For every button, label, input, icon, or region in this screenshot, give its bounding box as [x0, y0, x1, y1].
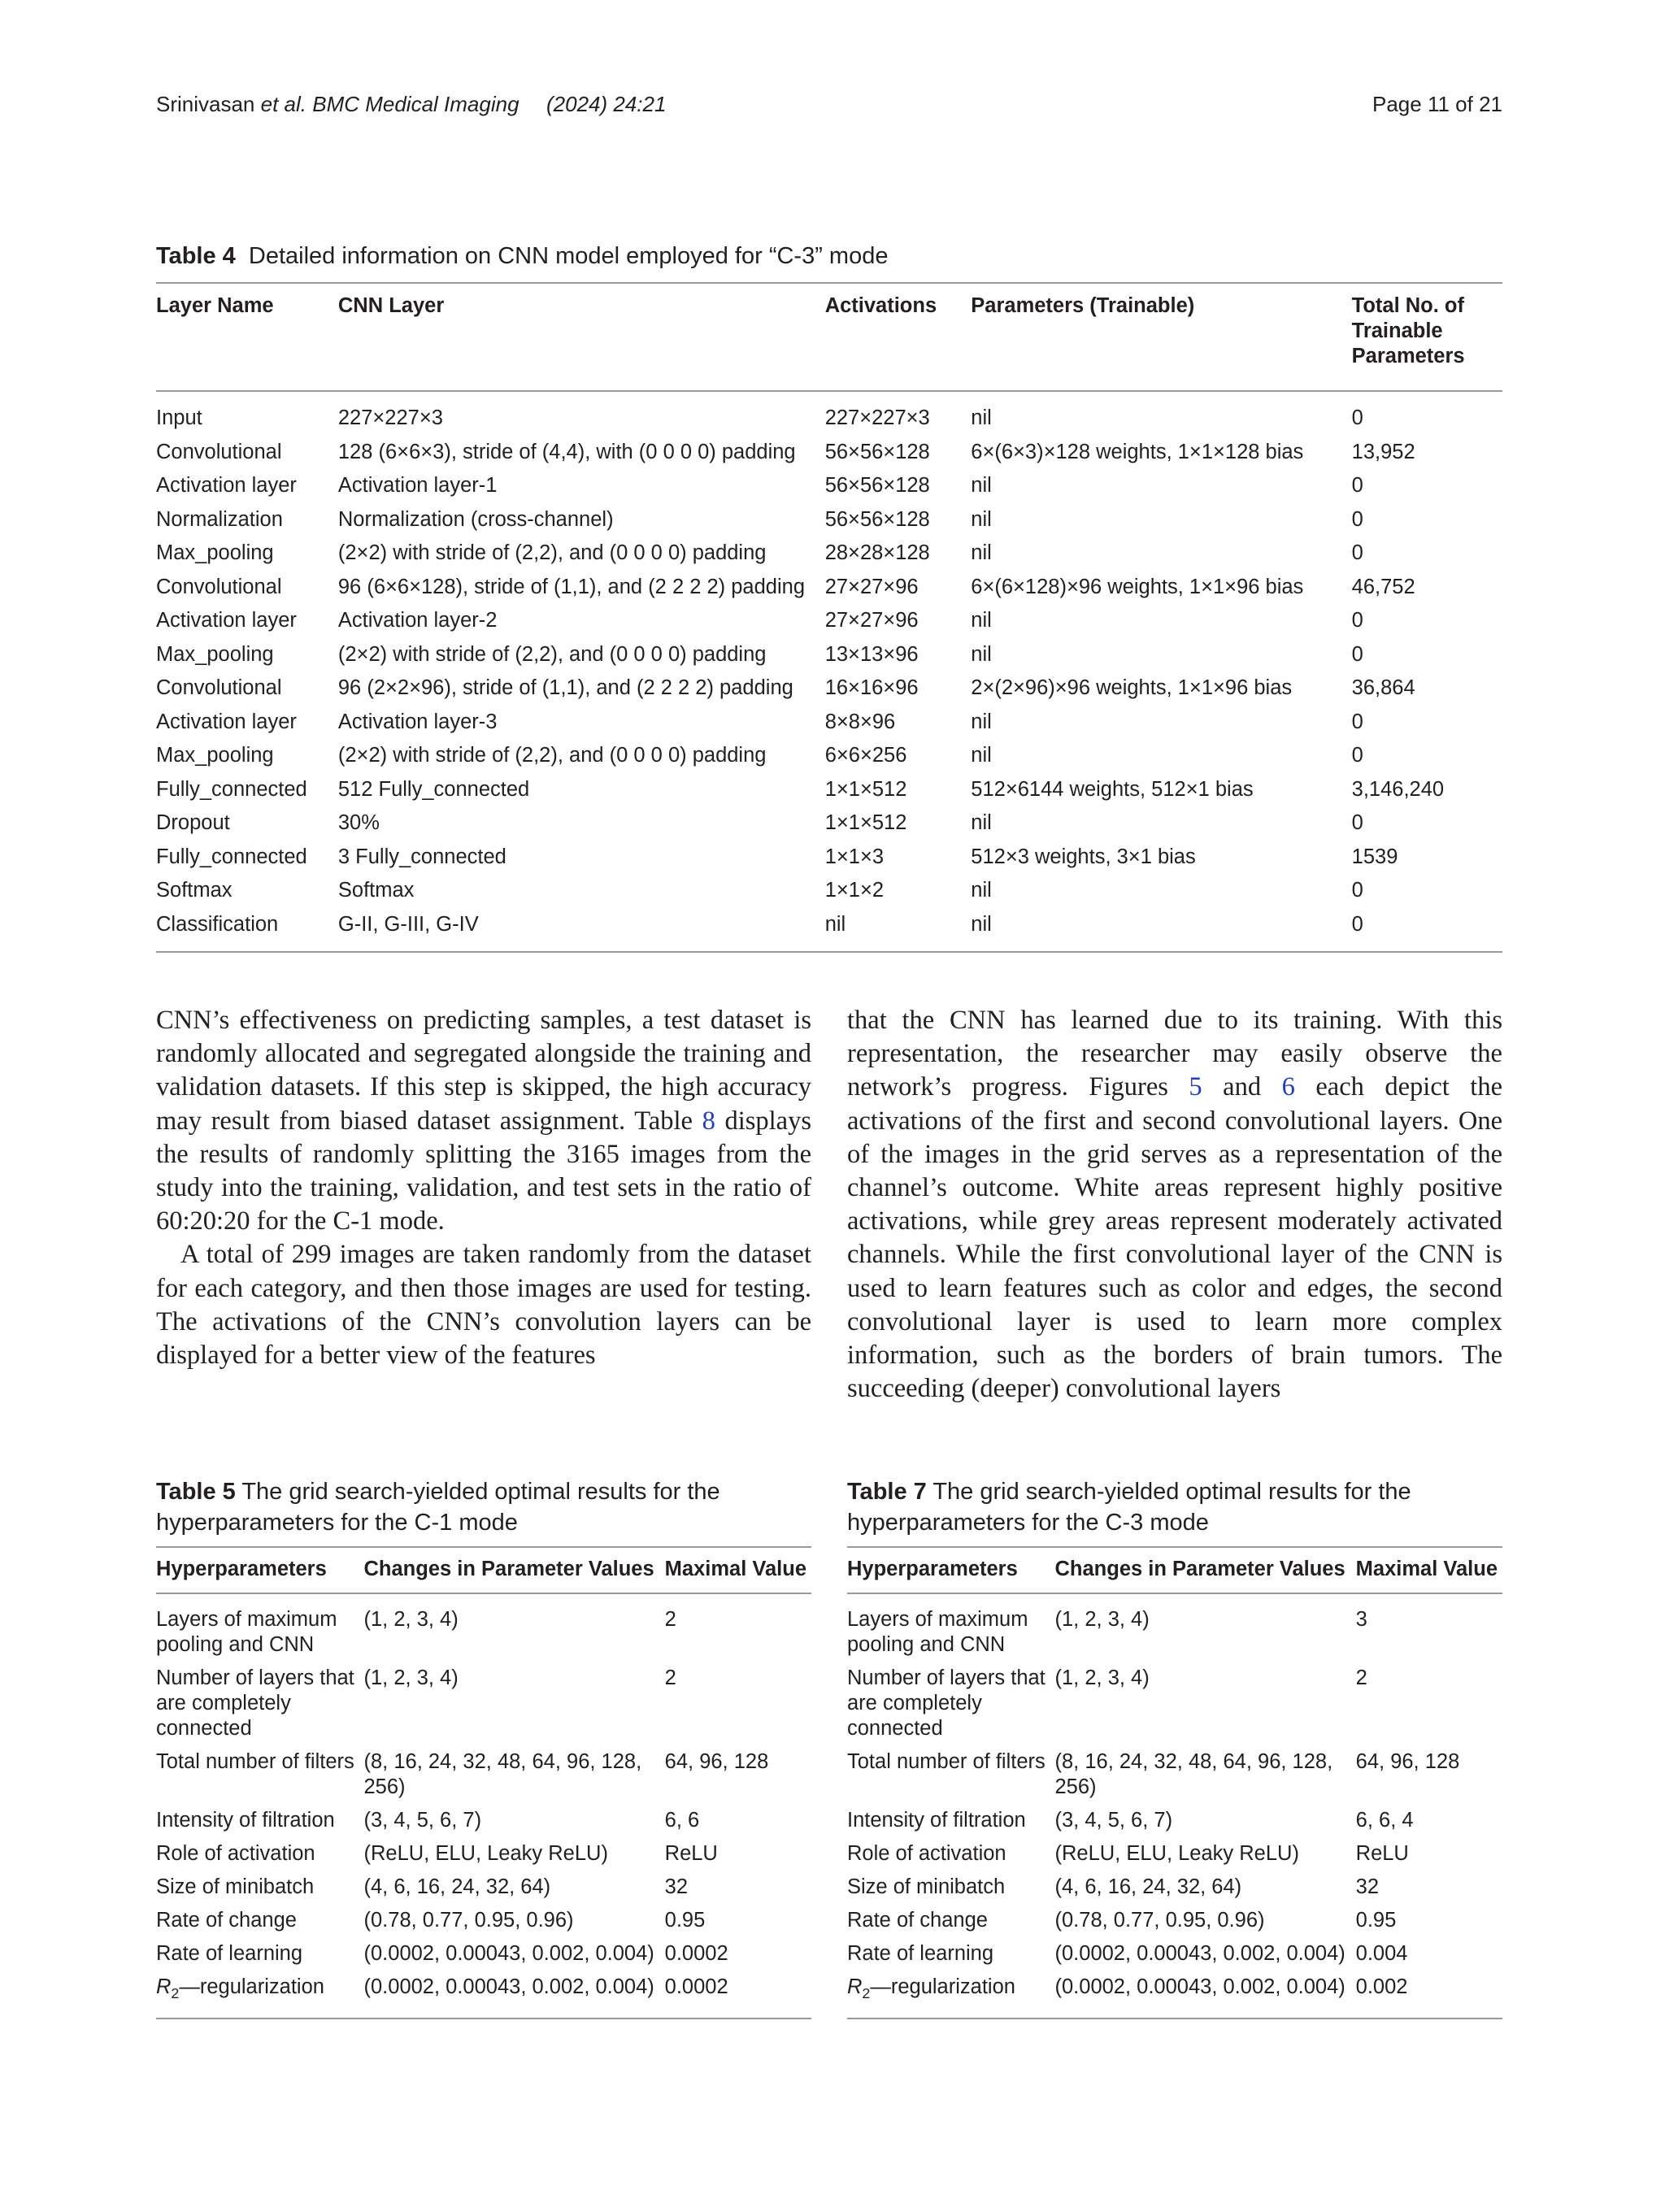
regularization-label: —regularization	[870, 1975, 1015, 1998]
table5-cell: (3, 4, 5, 6, 7)	[363, 1809, 482, 1832]
table5-cell: 2	[664, 1608, 676, 1631]
table4-cell: nil	[971, 642, 992, 666]
body-column-left	[156, 1004, 811, 1372]
body-text: and	[1202, 1072, 1282, 1102]
table7-cell: (0.78, 0.77, 0.95, 0.96)	[1054, 1909, 1265, 1932]
table4-cell: nil	[971, 710, 992, 733]
table5-cell: (8, 16, 24, 32, 48, 64, 96, 128, 256)	[363, 1750, 642, 1798]
table7-cell: Layers of maximum pooling and CNN	[847, 1608, 1028, 1656]
body-text: displays the results of randomly splitting the 3165 images from the study into the training, validation, and test sets in the ratio of 60:20:20 for the C-1 mode.	[156, 1106, 812, 1236]
table7-cell: Number of layers that are completely connected	[847, 1667, 1046, 1740]
body-text: CNN’s effectiveness on predicting samples, a test dataset is randomly allocated and segregated alongside the training and validation datasets. If this step is skipped, the high accuracy may result from biased dataset assignment. Table	[156, 1006, 811, 1136]
table7	[847, 1546, 1502, 2019]
body-paragraph: A total of 299 images are taken randomly from the dataset for each category, and then those images are used for testing. The activations of the CNN’s convolution layers can be displayed for a better view of the features	[156, 1240, 811, 1371]
table7-cell: ReLU	[1355, 1842, 1409, 1865]
table5-cell: 2	[664, 1667, 676, 1689]
table4-col-header: Parameters (Trainable)	[971, 294, 1195, 317]
regularization-label: —regularization	[179, 1975, 324, 1998]
table4-row	[156, 537, 1502, 571]
table5-label: Table 5	[156, 1479, 236, 1505]
table4-cell: 1539	[1351, 845, 1398, 868]
table4-cell: Max_pooling	[156, 744, 274, 767]
table4-cell: Activation layer	[156, 609, 297, 632]
journal-name: et al. BMC Medical Imaging	[260, 92, 519, 116]
table4-cell: nil	[971, 744, 992, 767]
table5-row	[156, 1666, 811, 1749]
table7-row	[847, 1841, 1502, 1875]
table5-cell: 0.0002	[664, 1975, 728, 1998]
table4-cell: Max_pooling	[156, 541, 274, 564]
table4-row	[156, 671, 1502, 706]
table4-cell: nil	[971, 507, 992, 531]
table7-col-header: Hyperparameters	[847, 1558, 1018, 1580]
table4-cell: nil	[971, 912, 992, 936]
table4-row	[156, 391, 1502, 436]
table4-cell: nil	[971, 541, 992, 564]
table4-cell: 13,952	[1351, 440, 1415, 463]
table5-row	[156, 1593, 811, 1666]
table5-cell: 6, 6	[664, 1809, 700, 1832]
table4-cell: 1×1×3	[824, 845, 885, 868]
table4-header-row	[156, 283, 1502, 391]
table4-row	[156, 604, 1502, 638]
table5-cell: (0.78, 0.77, 0.95, 0.96)	[363, 1909, 574, 1932]
table4-cell: 0	[1351, 406, 1363, 429]
table7-title: The grid search-yielded optimal results for the	[932, 1479, 1411, 1505]
table4-cell: 227×227×3	[824, 406, 930, 429]
table7-cell	[847, 1975, 1055, 2019]
table7-cell: 2	[1355, 1667, 1367, 1689]
table5-cell: 32	[664, 1875, 689, 1898]
table7-cell: 0.002	[1355, 1975, 1408, 1998]
table4-row	[156, 638, 1502, 672]
table4-col-header: CNN Layer	[337, 294, 445, 317]
table4-cell: Activation layer-3	[337, 710, 498, 733]
table4-cell: 36,864	[1351, 676, 1415, 699]
table7-cell: (4, 6, 16, 24, 32, 64)	[1054, 1875, 1242, 1898]
table4-cell: 1×1×512	[824, 811, 907, 834]
body-paragraph	[156, 1004, 811, 1238]
table4-cell: Convolutional	[156, 676, 282, 699]
table4-cell: G-II, G-III, G-IV	[337, 912, 479, 936]
table7-row	[847, 1975, 1502, 2019]
table7-col-header: Maximal Value	[1355, 1558, 1498, 1580]
regularization-subscript: 2	[171, 1985, 180, 2002]
author-name: Srinivasan	[156, 92, 255, 116]
table4-cell: 28×28×128	[824, 541, 930, 564]
table7-cell: 0.95	[1355, 1909, 1397, 1932]
table4-cell: nil	[971, 609, 992, 632]
table7-row	[847, 1908, 1502, 1941]
table7-cell: (0.0002, 0.00043, 0.002, 0.004)	[1054, 1975, 1345, 1998]
table4-col-header: Activations	[824, 294, 937, 317]
table4-cell: Normalization	[156, 507, 283, 531]
table4-cell: 0	[1351, 912, 1363, 936]
citation	[156, 88, 519, 120]
table4-row	[156, 436, 1502, 470]
table7-cell: Total number of filters	[847, 1750, 1046, 1773]
table4-cell: (2×2) with stride of (2,2), and (0 0 0 0) padding	[337, 744, 767, 767]
table4-caption	[156, 241, 1502, 272]
table7-cell: 64, 96, 128	[1355, 1750, 1460, 1773]
table4-row	[156, 874, 1502, 908]
regularization-subscript: 2	[862, 1985, 871, 2002]
table4-cell: nil	[971, 879, 992, 902]
table4-cell: 96 (2×2×96), stride of (1,1), and (2 2 2 2) padding	[337, 676, 793, 699]
table4-row	[156, 908, 1502, 953]
running-header	[156, 88, 1502, 120]
table4-cell: Activation layer	[156, 710, 297, 733]
table7-cell: Rate of change	[847, 1909, 988, 1932]
table4-cell: Classification	[156, 912, 279, 936]
table4-cell: nil	[971, 474, 992, 497]
table5	[156, 1546, 811, 2019]
table4-cell: 27×27×96	[824, 575, 919, 598]
regularization-symbol: R	[847, 1975, 863, 1998]
table5-row	[156, 1749, 811, 1808]
table7-col-header: Changes in Parameter Values	[1054, 1558, 1345, 1580]
regularization-symbol: R	[156, 1975, 172, 1998]
table4-cell: Softmax	[156, 879, 233, 902]
table7-cell: (3, 4, 5, 6, 7)	[1054, 1809, 1173, 1832]
table4-col-header: Layer Name	[156, 294, 274, 317]
table5-title: The grid search-yielded optimal results for the	[241, 1479, 720, 1505]
table5-row	[156, 1808, 811, 1841]
table5-cell: Role of activation	[156, 1842, 315, 1865]
table4-cell: nil	[971, 811, 992, 834]
table5-cell: (4, 6, 16, 24, 32, 64)	[363, 1875, 551, 1898]
table4-cell: 30%	[337, 811, 380, 834]
table5-row	[156, 1908, 811, 1941]
body-column-right	[847, 1004, 1502, 1406]
table7-row	[847, 1941, 1502, 1975]
table5-cell: (1, 2, 3, 4)	[363, 1667, 459, 1689]
table4-cell: 512 Fully_connected	[337, 777, 530, 801]
table4-cell: 512×3 weights, 3×1 bias	[971, 845, 1196, 868]
table4-cell: 0	[1351, 609, 1363, 632]
table4-cell: 0	[1351, 474, 1363, 497]
table4-cell: 6×(6×128)×96 weights, 1×1×96 bias	[971, 575, 1304, 598]
table5-cell: (0.0002, 0.00043, 0.002, 0.004)	[363, 1975, 654, 1998]
table4-row	[156, 841, 1502, 875]
table4-cell: nil	[971, 406, 992, 429]
table4-row	[156, 739, 1502, 773]
table5-title-line2: hyperparameters for the C-1 mode	[156, 1510, 518, 1536]
table7-row	[847, 1875, 1502, 1908]
table4-cell: 56×56×128	[824, 474, 930, 497]
table4-col-header: Total No. of Trainable Parameters	[1351, 294, 1465, 367]
table4-cell: Fully_connected	[156, 777, 307, 801]
table4-row	[156, 806, 1502, 841]
table7-cell: Intensity of filtration	[847, 1809, 1026, 1832]
table5-col-header: Hyperparameters	[156, 1558, 327, 1580]
table5-cell: Intensity of filtration	[156, 1809, 335, 1832]
table4-cell: 0	[1351, 507, 1363, 531]
body-paragraph	[847, 1004, 1502, 1406]
table4-cell: Activation layer	[156, 474, 297, 497]
table5-row	[156, 1975, 811, 2019]
table7-cell: (1, 2, 3, 4)	[1054, 1667, 1150, 1689]
table7-title-line2: hyperparameters for the C-3 mode	[847, 1510, 1209, 1536]
table4-cell: (2×2) with stride of (2,2), and (0 0 0 0) padding	[337, 642, 767, 666]
table7-cell: (1, 2, 3, 4)	[1054, 1608, 1150, 1631]
table7-cell: 6, 6, 4	[1355, 1809, 1414, 1832]
table4-cell: 3,146,240	[1351, 777, 1445, 801]
table7-row	[847, 1666, 1502, 1749]
table4-cell: 0	[1351, 541, 1363, 564]
table4-row	[156, 571, 1502, 605]
table4-cell: 56×56×128	[824, 440, 930, 463]
table4-cell: 0	[1351, 744, 1363, 767]
table5-cell	[156, 1975, 364, 2019]
table5-col-header: Maximal Value	[664, 1558, 806, 1580]
table4-cell: 2×(2×96)×96 weights, 1×1×96 bias	[971, 676, 1293, 699]
table4-cell: 56×56×128	[824, 507, 930, 531]
table5-cell: Number of layers that are completely connected	[156, 1667, 354, 1740]
table4-cell: 128 (6×6×3), stride of (4,4), with (0 0 0 0) padding	[337, 440, 796, 463]
table4	[156, 282, 1502, 953]
table4-cell: 0	[1351, 879, 1363, 902]
table5-cell: Size of minibatch	[156, 1875, 315, 1898]
table5-cell: Rate of change	[156, 1909, 297, 1932]
table7-cell: Size of minibatch	[847, 1875, 1006, 1898]
table4-cell: 227×227×3	[337, 406, 443, 429]
table4-row	[156, 773, 1502, 807]
table7-label: Table 7	[847, 1479, 927, 1505]
table4-cell: (2×2) with stride of (2,2), and (0 0 0 0) padding	[337, 541, 767, 564]
table4-cell: Activation layer-1	[337, 474, 498, 497]
table4-cell: 512×6144 weights, 512×1 bias	[971, 777, 1254, 801]
table5-cell: Rate of learning	[156, 1942, 303, 1965]
table4-label: Table 4	[156, 243, 236, 269]
table4-title: Detailed information on CNN model employed for “C-3” mode	[248, 243, 889, 269]
table4-cell: nil	[824, 912, 846, 936]
table4-cell: 6×6×256	[824, 744, 907, 767]
table4-row	[156, 469, 1502, 503]
year-volume: (2024) 24:21	[546, 92, 667, 116]
table5-row	[156, 1875, 811, 1908]
table4-cell: Fully_connected	[156, 845, 307, 868]
page-number: Page 11 of 21	[1372, 92, 1502, 116]
table7-header-row	[847, 1547, 1502, 1593]
table4-cell: Softmax	[337, 879, 415, 902]
table7-cell: 32	[1355, 1875, 1380, 1898]
table4-cell: 16×16×96	[824, 676, 919, 699]
table4-cell: Max_pooling	[156, 642, 274, 666]
table5-header-row	[156, 1547, 811, 1593]
table7-cell: (0.0002, 0.00043, 0.002, 0.004)	[1054, 1942, 1345, 1965]
table7-row	[847, 1808, 1502, 1841]
table4-cell: Activation layer-2	[337, 609, 498, 632]
table5-cell: 0.0002	[664, 1942, 728, 1965]
table4-cell: Input	[156, 406, 202, 429]
table7-cell: (ReLU, ELU, Leaky ReLU)	[1054, 1842, 1299, 1865]
table4-cell: 27×27×96	[824, 609, 919, 632]
table4-cell: 13×13×96	[824, 642, 919, 666]
table7-cell: 3	[1355, 1608, 1367, 1631]
table4-cell: 8×8×96	[824, 710, 896, 733]
table4-cell: 96 (6×6×128), stride of (1,1), and (2 2 2 2) padding	[337, 575, 805, 598]
table4-cell: 1×1×512	[824, 777, 907, 801]
table5-col-header: Changes in Parameter Values	[363, 1558, 654, 1580]
table5-cell: 64, 96, 128	[664, 1750, 769, 1773]
table4-cell: 3 Fully_connected	[337, 845, 506, 868]
figure-link[interactable]: 6	[1281, 1072, 1295, 1102]
table5-cell: (0.0002, 0.00043, 0.002, 0.004)	[363, 1942, 654, 1965]
body-text: that the CNN has learned due to its training. With this representation, the researcher may easily observe the network’s progress. Figures	[847, 1006, 1502, 1102]
table5-cell: ReLU	[664, 1842, 718, 1865]
table7-cell: 0.004	[1355, 1942, 1408, 1965]
table4-cell: 0	[1351, 811, 1363, 834]
table4-cell: Convolutional	[156, 575, 282, 598]
table4-cell: 1×1×2	[824, 879, 885, 902]
table4-cell: Dropout	[156, 811, 230, 834]
body-text: each depict the activations of the first and second convolutional layers. One of the images in the grid serves as a representation of the channel’s outcome. White areas represent highly positive activations, while grey areas represent moderately activated channels. While the first convolutional layer of the CNN is used to learn features such as color and edges, the second convolutional layer is used to learn more complex information, such as the borders of brain tumors. The succeeding (deeper) convolutional layers	[847, 1072, 1502, 1404]
figure-link[interactable]: 5	[1189, 1072, 1202, 1102]
table7-row	[847, 1749, 1502, 1808]
table4-cell: Normalization (cross-channel)	[337, 507, 614, 531]
table4-cell: 0	[1351, 642, 1363, 666]
table5-cell: Total number of filters	[156, 1750, 354, 1773]
table7-cell: (8, 16, 24, 32, 48, 64, 96, 128, 256)	[1054, 1750, 1333, 1798]
table5-row	[156, 1841, 811, 1875]
table4-row	[156, 706, 1502, 740]
table5-row	[156, 1941, 811, 1975]
table7-row	[847, 1593, 1502, 1666]
table5-cell: (ReLU, ELU, Leaky ReLU)	[363, 1842, 608, 1865]
table4-row	[156, 503, 1502, 537]
table4-cell: 6×(6×3)×128 weights, 1×1×128 bias	[971, 440, 1304, 463]
table7-cell: Role of activation	[847, 1842, 1006, 1865]
table7-cell: Rate of learning	[847, 1942, 994, 1965]
table5-cell: (1, 2, 3, 4)	[363, 1608, 459, 1631]
table5-cell: Layers of maximum pooling and CNN	[156, 1608, 337, 1656]
table4-cell: 46,752	[1351, 575, 1415, 598]
table4-cell: Convolutional	[156, 440, 282, 463]
table5-cell: 0.95	[664, 1909, 706, 1932]
table4-cell: 0	[1351, 710, 1363, 733]
table-link[interactable]: 8	[702, 1106, 715, 1136]
